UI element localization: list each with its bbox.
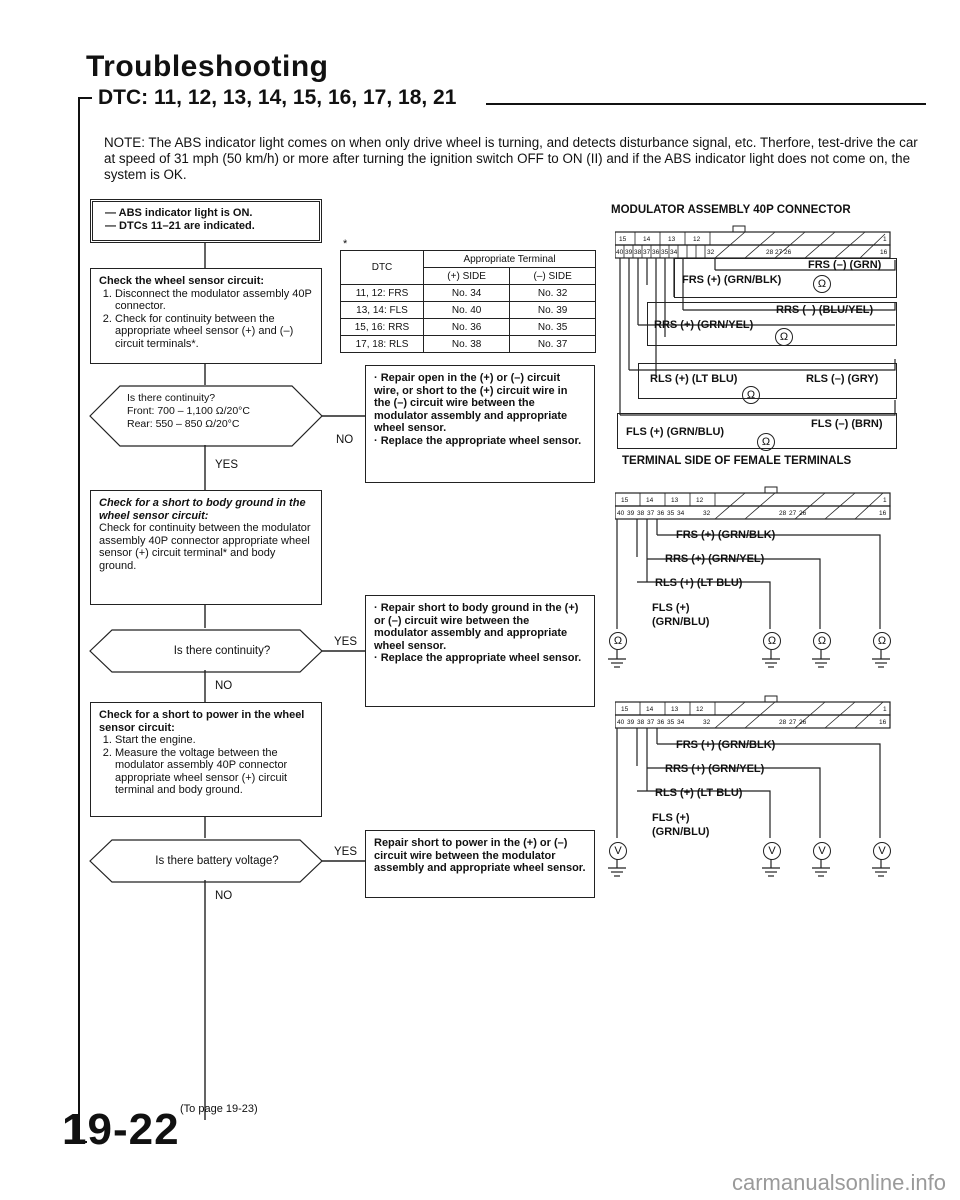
q2-yes-label: YES (334, 636, 358, 648)
rls-plus-label: RLS (+) (LT BLU) (650, 373, 738, 385)
pin-label: 35 (667, 510, 675, 517)
ohm-symbol-icon: Ω (763, 632, 781, 650)
ohm-symbol-icon: Ω (775, 328, 793, 346)
frs-plus-label-3: FRS (+) (GRN/BLK) (676, 739, 776, 751)
table-cell: No. 37 (510, 336, 596, 353)
voltmeter-icon: V (609, 842, 627, 860)
ohm-symbol-icon: Ω (757, 433, 775, 451)
pin-label: 35 (667, 719, 675, 726)
ohm-symbol-icon: Ω (742, 386, 760, 404)
pin-label: 38 (637, 510, 645, 517)
pin-label: 14 (646, 706, 654, 713)
pin-label: 27 (789, 510, 797, 517)
table-asterisk: * (343, 238, 348, 250)
r2-line-2: · Replace the appropriate wheel sensor. (374, 652, 582, 664)
q1-line-1: Is there continuity? (127, 392, 216, 404)
q1-line-2: Front: 700 – 1,100 Ω/20°C (127, 405, 250, 417)
result-2-box (365, 595, 595, 707)
pin-label: 36 (657, 510, 665, 517)
ohm-symbol-icon: Ω (609, 632, 627, 650)
pin-label: 39 (625, 249, 633, 256)
pin-label: 34 (670, 249, 678, 256)
col-terminal: Appropriate Terminal (424, 251, 596, 268)
pin-label: 12 (693, 236, 701, 243)
table-cell: No. 40 (424, 302, 510, 319)
table-cell: 15, 16: RRS (341, 319, 424, 336)
pin-label: 39 (627, 719, 635, 726)
pin-label: 1 (883, 236, 887, 243)
pin-label: 35 (661, 249, 669, 256)
pin-label: 36 (657, 719, 665, 726)
col-minus-side: (–) SIDE (510, 268, 596, 285)
dtc-terminal-table (340, 250, 596, 353)
result-1-box (365, 365, 595, 483)
table-cell: No. 32 (510, 285, 596, 302)
voltmeter-icon: V (813, 842, 831, 860)
pin-label: 13 (671, 706, 679, 713)
pin-label: 36 (652, 249, 660, 256)
pin-label: 28 (779, 719, 787, 726)
pin-label: 1 (883, 497, 887, 504)
pin-label: 32 (703, 719, 711, 726)
pin-label: 37 (647, 719, 655, 726)
table-row (341, 336, 596, 353)
step1-item-1: 1. Disconnect the modulator assembly 40P connector. (115, 288, 313, 313)
table-header-row (341, 251, 596, 268)
pin-label: 27 (775, 249, 783, 256)
pin-label: 27 (789, 719, 797, 726)
fls-plus-label: FLS (+) (GRN/BLU) (626, 426, 725, 438)
decision-2-text: Is there continuity? (173, 645, 271, 657)
step3-item-2: 2. Measure the voltage between the modulator assembly 40P connector appropriate wheel sensor (+) circuit terminal and body ground. (115, 747, 313, 797)
pin-label: 40 (617, 510, 625, 517)
rrs-plus-label: RRS (+) (GRN/YEL) (654, 319, 754, 331)
pin-label: 39 (627, 510, 635, 517)
pin-label: 32 (707, 249, 715, 256)
pin-label: 37 (647, 510, 655, 517)
pin-label: 38 (634, 249, 642, 256)
fls-minus-label: FLS (–) (BRN) (811, 418, 883, 430)
table-row (341, 319, 596, 336)
table-cell: No. 39 (510, 302, 596, 319)
r1-line-2: · Replace the appropriate wheel sensor. (374, 434, 582, 447)
voltmeter-icon: V (763, 842, 781, 860)
table-cell: No. 34 (424, 285, 510, 302)
terminal-side-caption: TERMINAL SIDE OF FEMALE TERMINALS (622, 455, 852, 467)
q1-yes-label: YES (215, 459, 239, 471)
ohm-symbol-icon: Ω (873, 632, 891, 650)
pin-label: 16 (879, 510, 887, 517)
frs-minus-label: FRS (–) (GRN) (808, 259, 882, 271)
table-cell: 13, 14: FLS (341, 302, 424, 319)
decision-3-text: Is there battery voltage? (155, 855, 279, 867)
q3-no-label: NO (215, 890, 233, 902)
q1-no-label: NO (336, 434, 354, 446)
fls-plus-label-2a: FLS (+) (652, 602, 690, 614)
pin-label: 38 (637, 719, 645, 726)
start-line-2: — DTCs 11–21 are indicated. (105, 219, 255, 232)
pin-label: 37 (643, 249, 651, 256)
step1-title: Check the wheel sensor circuit: (99, 275, 265, 287)
q2-no-label: NO (215, 680, 233, 692)
fls-plus-label-2b: (GRN/BLU) (652, 616, 710, 628)
ground-test-wiring-1 (600, 517, 920, 687)
pin-label: 34 (677, 510, 685, 517)
pin-label: 15 (621, 706, 629, 713)
decision-1-text (127, 392, 307, 431)
pin-label: 14 (643, 236, 651, 243)
watermark: carmanualsonline.info (731, 1170, 946, 1195)
col-dtc: DTC (341, 251, 424, 285)
q3-yes-label: YES (334, 846, 358, 858)
frs-plus-label-2: FRS (+) (GRN/BLK) (676, 529, 776, 541)
ohm-symbol-icon: Ω (813, 275, 831, 293)
step3-title: Check for a short to power in the wheel sensor circuit: (99, 709, 305, 734)
table-row (341, 285, 596, 302)
connector-diagram-title: MODULATOR ASSEMBLY 40P CONNECTOR (611, 204, 851, 216)
r1-line-1: · Repair open in the (+) or (–) circuit wire, or short to the (+) circuit wire in the (–) circuit wire between the modulator assembly and appropriate wheel sensor. (374, 372, 568, 434)
pin-label: 32 (703, 510, 711, 517)
pin-label: 40 (616, 249, 624, 256)
rrs-plus-label-3: RRS (+) (GRN/YEL) (665, 763, 765, 775)
rrs-minus-label: RRS (–) (BLU/YEL) (776, 304, 874, 316)
table-cell: No. 35 (510, 319, 596, 336)
pin-label: 28 (766, 249, 774, 256)
pin-label: 34 (677, 719, 685, 726)
step3-item-1: 1. Start the engine. (115, 734, 313, 747)
table-cell: 11, 12: FRS (341, 285, 424, 302)
r3-text: Repair short to power in the (+) or (–) circuit wire between the modulator assembly and appropriate wheel sensor. (374, 837, 586, 874)
fls-plus-label-3a: FLS (+) (652, 812, 690, 824)
pin-label: 15 (619, 236, 627, 243)
result-3-box (365, 830, 595, 898)
pin-label: 26 (799, 510, 807, 517)
col-plus-side: (+) SIDE (424, 268, 510, 285)
to-page-note: (To page 19-23) (180, 1103, 258, 1115)
table-cell: No. 36 (424, 319, 510, 336)
pin-label: 1 (883, 706, 887, 713)
pin-label: 16 (880, 249, 888, 256)
pin-label: 40 (617, 719, 625, 726)
step3-box (90, 702, 322, 817)
pin-label: 13 (671, 497, 679, 504)
pin-label: 26 (784, 249, 792, 256)
pin-label: 26 (799, 719, 807, 726)
frs-plus-label: FRS (+) (GRN/BLK) (682, 274, 782, 286)
voltage-test-wiring (600, 726, 920, 896)
rrs-plus-label-2: RRS (+) (GRN/YEL) (665, 553, 765, 565)
q1-line-3: Rear: 550 – 850 Ω/20°C (127, 418, 240, 430)
ohm-symbol-icon: Ω (813, 632, 831, 650)
r2-line-1: · Repair short to body ground in the (+) or (–) circuit wire between the modulator assembly and appropriate wheel sensor. (374, 602, 579, 652)
voltmeter-icon: V (873, 842, 891, 860)
pin-label: 16 (879, 719, 887, 726)
step1-item-2: 2. Check for continuity between the appropriate wheel sensor (+) and (–) circuit terminals*. (115, 313, 313, 351)
pin-label: 28 (779, 510, 787, 517)
start-line-1: — ABS indicator light is ON. (105, 207, 253, 219)
table-cell: No. 38 (424, 336, 510, 353)
rls-plus-label-3: RLS (+) (LT BLU) (655, 787, 743, 799)
dtc-subtitle: DTC: 11, 12, 13, 14, 15, 16, 17, 18, 21 (98, 86, 457, 109)
rls-minus-label: RLS (–) (GRY) (806, 373, 879, 385)
page-title: Troubleshooting (86, 50, 329, 83)
pin-label: 12 (696, 497, 704, 504)
note-text: NOTE: The ABS indicator light comes on when only drive wheel is turning, and detects disturbance signal, etc. Therfore, test-drive the car at speed of 31 mph (50 km/h) or more after turning the ignition switch OFF to ON (II) and if the ABS indicator light does not come on, the system is OK. (104, 135, 918, 182)
page-number: 19-22 (62, 1105, 180, 1154)
pin-label: 12 (696, 706, 704, 713)
step2-box (90, 490, 322, 605)
table-cell: 17, 18: RLS (341, 336, 424, 353)
pin-label: 13 (668, 236, 676, 243)
step2-body: Check for continuity between the modulator assembly 40P connector appropriate wheel sensor (+) circuit terminal* and body ground. (99, 522, 311, 572)
step2-title: Check for a short to body ground in the wheel sensor circuit: (99, 497, 306, 522)
pin-label: 15 (621, 497, 629, 504)
pin-label: 14 (646, 497, 654, 504)
table-row (341, 302, 596, 319)
step1-box (90, 268, 322, 364)
rls-plus-label-2: RLS (+) (LT BLU) (655, 577, 743, 589)
start-box (90, 199, 322, 243)
fls-plus-label-3b: (GRN/BLU) (652, 826, 710, 838)
